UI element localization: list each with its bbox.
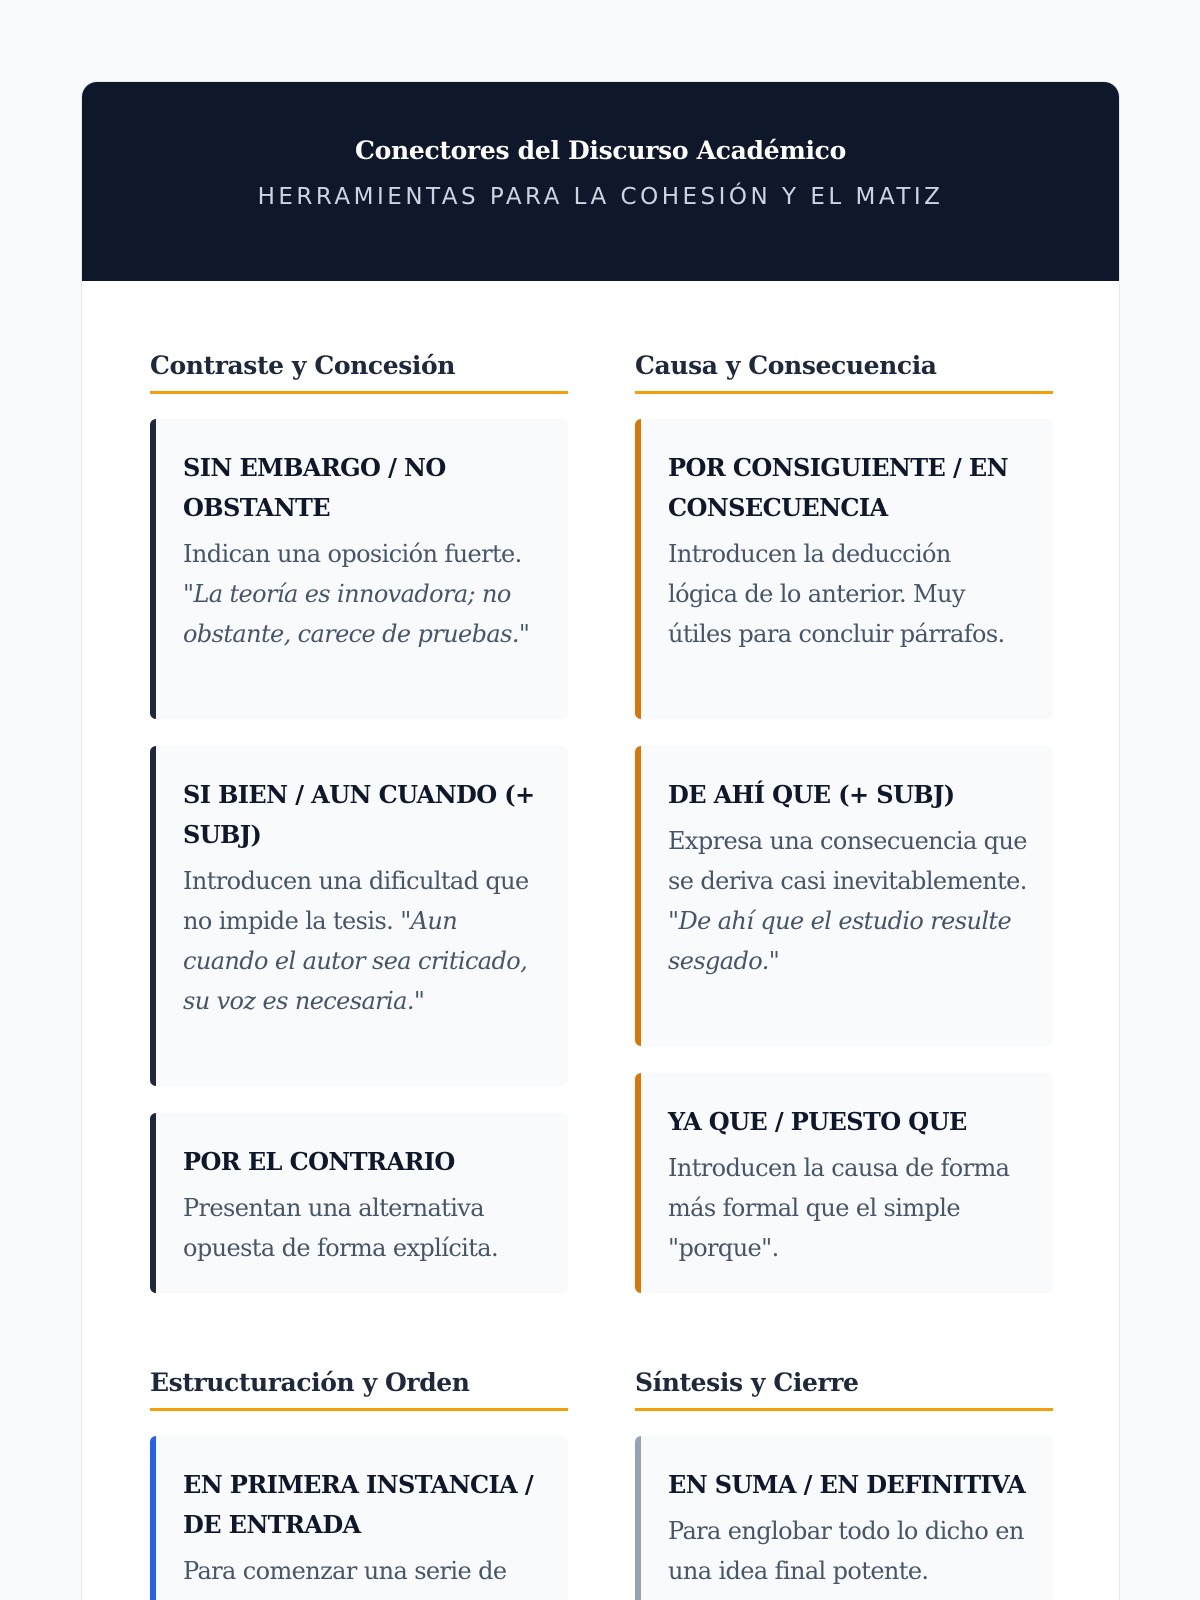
card-title: POR CONSIGUIENTE / EN CONSECUENCIA — [668, 453, 1008, 522]
connector-card — [150, 1436, 568, 1600]
connector-card — [150, 1113, 568, 1293]
card-title: POR EL CONTRARIO — [183, 1147, 455, 1176]
card-body — [183, 534, 542, 654]
card-title: DE AHÍ QUE (+ SUBJ) — [668, 780, 955, 809]
card-body: Presentan una alternativa opuesta de forma explícita. — [183, 1194, 499, 1262]
card-body — [183, 861, 542, 1021]
section-estructuracion — [150, 1366, 568, 1600]
connector-card — [635, 1436, 1053, 1600]
card-example: "Aun cuando el autor sea criticado, su voz es necesaria." — [183, 907, 528, 1015]
connector-card — [150, 746, 568, 1086]
connector-card — [635, 419, 1053, 719]
card-title: SI BIEN / AUN CUANDO (+ SUBJ) — [183, 780, 535, 849]
connector-card — [635, 746, 1053, 1046]
section-heading: Estructuración y Orden — [150, 1366, 568, 1411]
document-sheet — [81, 81, 1120, 1600]
card-text: Indican una oposición fuerte. — [183, 540, 522, 568]
section-causa — [635, 349, 1053, 1293]
card-text: Expresa una consecuencia que se deriva casi inevitablemente. — [668, 827, 1027, 895]
card-body: Para englobar todo lo dicho en una idea final potente. — [668, 1517, 1024, 1585]
connector-card — [150, 419, 568, 719]
section-sintesis — [635, 1366, 1053, 1600]
page-subtitle: HERRAMIENTAS PARA LA COHESIÓN Y EL MATIZ — [257, 184, 944, 210]
header-banner — [82, 82, 1119, 281]
section-heading: Contraste y Concesión — [150, 349, 568, 394]
card-title: EN SUMA / EN DEFINITIVA — [668, 1470, 1026, 1499]
section-heading: Síntesis y Cierre — [635, 1366, 1053, 1411]
card-example: "La teoría es innovadora; no obstante, carece de pruebas." — [183, 580, 530, 648]
connector-card — [635, 1073, 1053, 1293]
card-title: SIN EMBARGO / NO OBSTANTE — [183, 453, 446, 522]
card-example: "De ahí que el estudio resulte sesgado." — [668, 907, 1012, 975]
card-title: EN PRIMERA INSTANCIA / DE ENTRADA — [183, 1470, 534, 1539]
section-heading: Causa y Consecuencia — [635, 349, 1053, 394]
card-body — [668, 821, 1027, 981]
card-title: YA QUE / PUESTO QUE — [668, 1107, 967, 1136]
card-body: Introducen la deducción lógica de lo anterior. Muy útiles para concluir párrafos. — [668, 540, 1005, 648]
page-title: Conectores del Discurso Académico — [355, 136, 846, 165]
card-body: Introducen la causa de forma más formal que el simple "porque". — [668, 1154, 1010, 1262]
card-body: Para comenzar una serie de — [183, 1557, 507, 1585]
section-contraste — [150, 349, 568, 1293]
card-text: Introducen una dificultad que no impide la tesis. — [183, 867, 529, 935]
